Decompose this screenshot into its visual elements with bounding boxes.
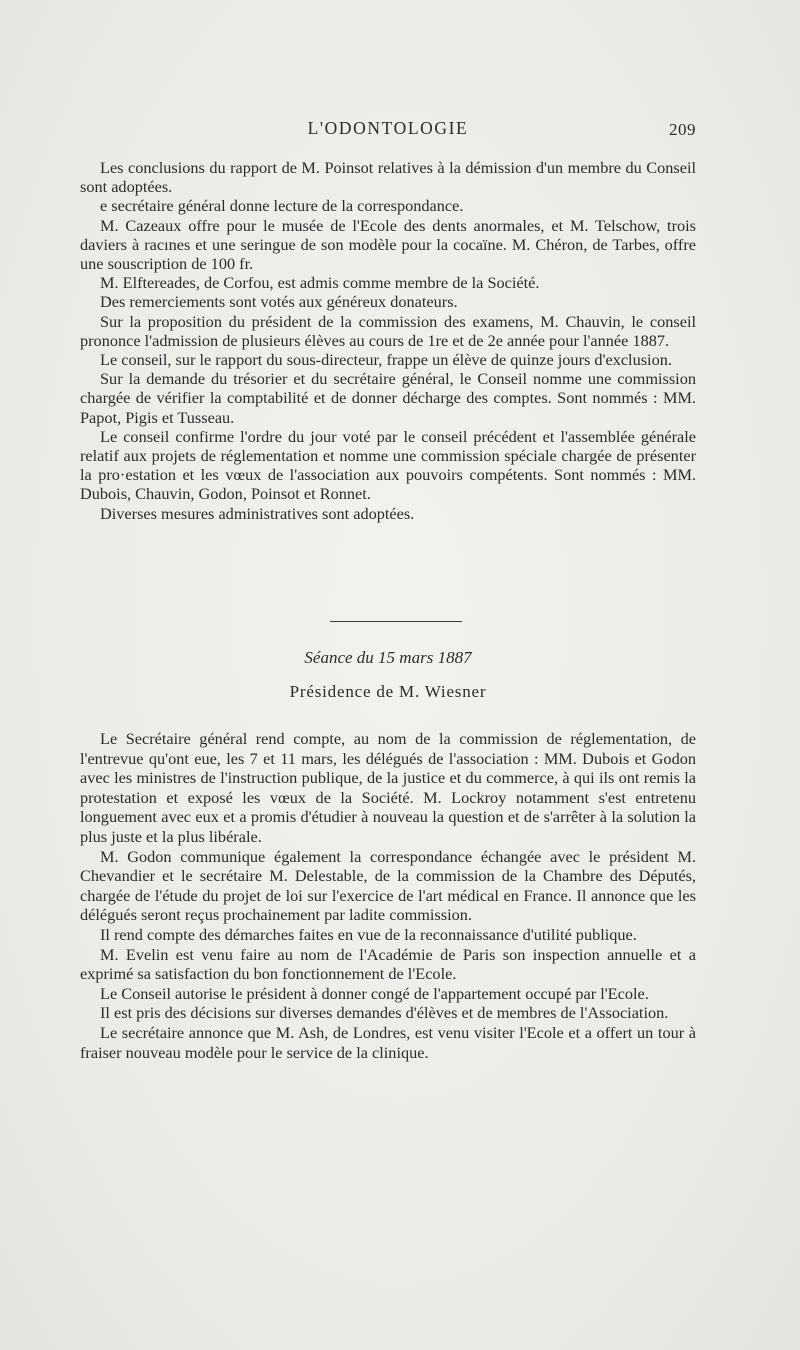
session-title: Séance du 15 mars 1887 (304, 648, 472, 667)
minutes-section-2 (80, 729, 696, 1062)
paragraph: M. Godon communique également la correspondance échangée avec le président M. Chevandier et le secrétaire M. Delestable, de la commission de la Chambre des Députés, chargée de l'étude du projet de loi sur l'exercice de l'art médical en France. Il annonce que les délégués seront reçus prochainement par ladite commission. (80, 846, 696, 925)
paragraph: Sur la proposition du président de la commission des examens, M. Chauvin, le conseil prononce l'admission de plusieurs élèves au cours de 1re et de 2e année pour l'année 1887. (80, 311, 696, 350)
paragraph: Il est pris des décisions sur diverses demandes d'élèves et de membres de l'Association. (100, 1003, 669, 1023)
paragraph: Diverses mesures administratives sont adoptées. (100, 503, 415, 523)
paragraph: Sur la demande du trésorier et du secrétaire général, le Conseil nomme une commission chargée de vérifier la comptabilité et de donner décharge des comptes. Sont nommés : MM. Papot, Pigis et Tusseau. (80, 369, 696, 427)
paragraph: Le secrétaire annonce que M. Ash, de Londres, est venu visiter l'Ecole et a offert un tour à fraiser nouveau modèle pour le service de la clinique. (80, 1022, 696, 1062)
paragraph: Le conseil confirme l'ordre du jour voté par le conseil précédent et l'assemblée générale relatif aux projets de réglementation et nomme une commission spéciale chargée de présenter la pro·estation et les vœux de l'association aux pouvoirs compétents. Sont nommés : MM. Dubois, Chauvin, Godon, Poinsot et Ronnet. (80, 426, 696, 504)
paragraph: Le Secrétaire général rend compte, au nom de la commission de réglementation, de l'entrevue qu'ont eue, les 7 et 11 mars, les délégués de l'association : MM. Dubois et Godon avec les ministres de l'instruction publique, de la justice et du commerce, à qui ils ont remis la protestation et exposé les vœux de la Société. M. Lockroy notamment s'est entretenu longuement avec eux et a promis d'étudier à nouveau la question et de s'arrêter à la solution la plus juste et la plus libérale. (80, 729, 696, 846)
paragraph: Le conseil, sur le rapport du sous-directeur, frappe un élève de quinze jours d'exclusion. (100, 350, 672, 370)
minutes-section-1 (80, 158, 696, 523)
paragraph: Il rend compte des démarches faites en vue de la reconnaissance d'utilité publique. (100, 924, 637, 944)
paragraph: Des remerciements sont votés aux généreux donateurs. (100, 292, 458, 312)
page-number: 209 (669, 120, 696, 139)
running-title: L'ODONTOLOGIE (307, 118, 469, 138)
paragraph: e secrétaire général donne lecture de la correspondance. (100, 196, 464, 216)
page-header (80, 118, 696, 142)
paragraph: Le Conseil autorise le président à donner congé de l'appartement occupé par l'Ecole. (100, 983, 649, 1003)
paragraph: M. Elftereades, de Corfou, est admis comme membre de la Société. (100, 273, 540, 293)
section-divider (330, 621, 462, 622)
session-presidence: Présidence de M. Wiesner (289, 682, 487, 701)
paragraph: Les conclusions du rapport de M. Poinsot relatives à la démission d'un membre du Conseil sont adoptées. (80, 158, 696, 197)
paragraph: M. Evelin est venu faire au nom de l'Académie de Paris son inspection annuelle et a exprimé sa satisfaction du bon fonctionnement de l'Ecole. (80, 944, 696, 984)
paragraph: M. Cazeaux offre pour le musée de l'Ecole des dents anormales, et M. Telschow, trois daviers à racınes et une seringue de son modèle pour la cocaïne. M. Chéron, de Tarbes, offre une souscription de 100 fr. (80, 215, 696, 274)
